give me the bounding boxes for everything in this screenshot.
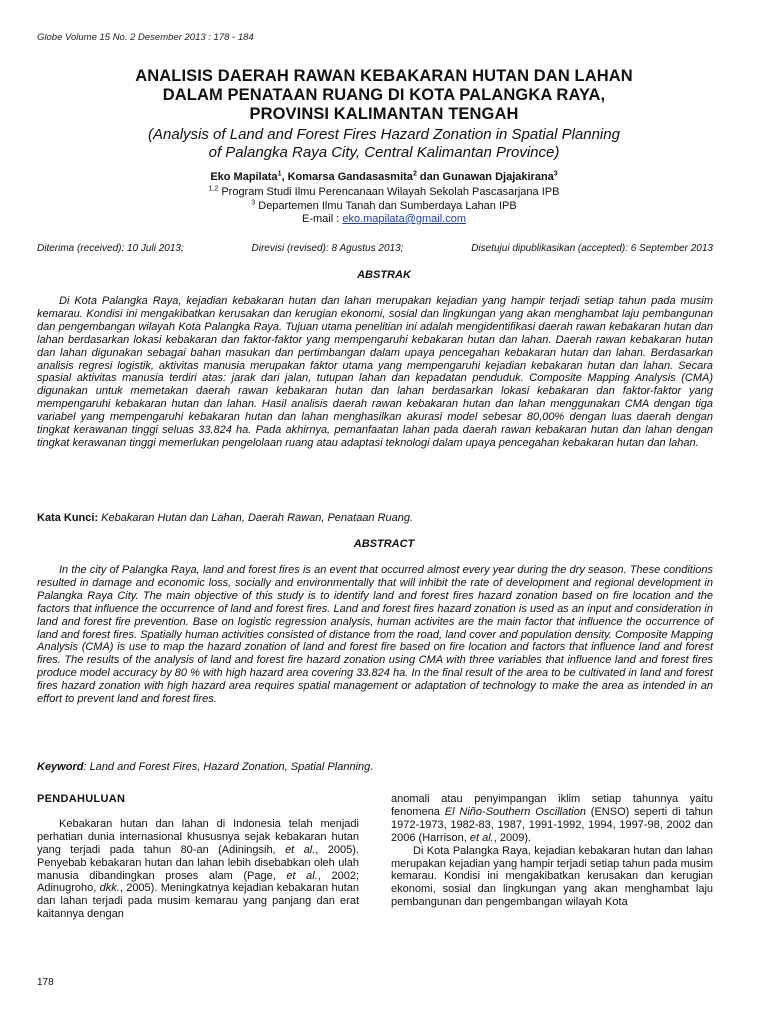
text-run-italic: et al. (469, 831, 494, 844)
subtitle-line-1: (Analysis of Land and Forest Fires Hazard Zonation in Spatial Planning (148, 126, 620, 143)
text-run: , 2005). Meningkatnya kejadian kebakaran hutan dan lahan terjadi pada musim kemarau yang panjang dan erat kaitannya dengan (37, 882, 359, 921)
author-list (60, 170, 708, 184)
keyword-line (37, 761, 713, 774)
journal-header: Globe Volume 15 No. 2 Desember 2013 : 178 - 184 (37, 32, 254, 43)
email-line (60, 213, 708, 227)
date-accepted: Disetujui dipublikasikan (accepted): 6 September 2013 (471, 243, 713, 254)
title-line-1: ANALISIS DAERAH RAWAN KEBAKARAN HUTAN DAN LAHAN (135, 67, 633, 85)
keyword-text: : Land and Forest Fires, Hazard Zonation, Spatial Planning. (83, 761, 374, 773)
author-3-sup: 3 (553, 170, 558, 178)
intro-left-paragraph (37, 818, 359, 921)
email-link[interactable]: eko.mapilata@gmail.com (342, 213, 466, 225)
abstrak-heading: ABSTRAK (357, 269, 411, 281)
abstract-heading: ABSTRACT (353, 538, 415, 550)
intro-heading: PENDAHULUAN (37, 793, 126, 805)
text-run-italic: dkk. (99, 882, 120, 895)
intro-right-paragraph-1 (391, 793, 713, 845)
date-revised: Direvisi (revised): 8 Agustus 2013; (251, 243, 404, 254)
kata-kunci (37, 512, 713, 525)
paper-subtitle (60, 126, 708, 162)
intro-right-paragraph-2: Di Kota Palangka Raya, kejadian kebakaran hutan dan lahan merupakan kejadian yang hampir terjadi setiap tahun pada musim kemarau. Kondisi ini mengakibatkan kerusakan dan kerugian ekonomi, sosial dan lingkungan yang akan menghambat laju pembangunan dan pengembangan wilayah Kota (391, 844, 713, 909)
paper-title (60, 67, 708, 124)
text-run-italic: El Niño-Southern Oscillation (444, 805, 586, 818)
text-run: , 2005). Penyebab kebakaran hutan dan lahan lebih disebabkan oleh ulah manusia dibandingkan proses alam (Page, (37, 843, 359, 882)
author-separator: dan (416, 171, 443, 183)
affiliation-1-text: Program Studi Ilmu Perencanaan Wilayah Sekolah Pascasarjana IPB (218, 186, 560, 198)
affiliation-2-text: Departemen Ilmu Tanah dan Sumberdaya Lahan IPB (255, 199, 517, 212)
author-1-sup: 1 (277, 170, 282, 178)
author-2: Komarsa Gandasasmita (287, 171, 413, 183)
affiliation-2-sup: 3 (251, 198, 256, 206)
affiliations (60, 186, 708, 227)
title-line-2: DALAM PENATAAN RUANG DI KOTA PALANGKA RAYA, (162, 86, 606, 104)
affiliation-1-sup: 1,2 (208, 185, 219, 193)
email-label: E-mail : (301, 213, 343, 225)
page-number: 178 (37, 977, 54, 988)
affiliation-2 (60, 200, 708, 214)
text-run: anomali atau penyimpangan iklim setiap tahunnya yaitu fenomena (391, 793, 713, 818)
text-run: , 2009). (493, 831, 532, 844)
text-run-italic: et al. (286, 869, 318, 882)
author-2-sup: 2 (412, 170, 417, 178)
abstract-text: In the city of Palangka Raya, land and forest fires is an event that occurred almost every year during the dry season. These conditions resulted in damage and economic loss, socially and environmentally that will inhibit the rate of development and regional development in Palangka Raya City. The main objective of this study is to identify land and forest fires hazard zonation based on fire location and the factors that influence the occurrence of land and forest fires. Land and forest fires hazard zonation is used as an input and consideration in land and forest fire prevention. Base on logistic regression analysis, human activites are the main factor that influence the occurrence of land and forest fires. Spatially human activities consisted of distance from the road, land cover and population density. Composite Mapping Analysis (CMA) is use to map the hazard zonation of land and forest fire based on fire location and factors that influence land and forest fires. The results of the analysis of land and forest fire hazard zonation using CMA with three variables that influence land and forest fires produce model accuracy by 80 % with high hazard area covering 33.824 ha. In the final result of the area to be cultivated in land and forest fires hazard zonation with high hazard area requires spatial management or adaptation of technology to make the area as intended in an effort to prevent land and forest fires. (37, 564, 713, 706)
publication-dates (37, 243, 713, 254)
affiliation-1 (60, 186, 708, 200)
kata-kunci-text: Kebakaran Hutan dan Lahan, Daerah Rawan, Penataan Ruang. (98, 512, 414, 524)
text-run: , 2002; Adinugroho, (37, 869, 359, 895)
author-3: Gunawan Djajakirana (442, 171, 554, 183)
text-run: (ENSO) seperti di tahun 1972-1973, 1982-83, 1987, 1991-1992, 1994, 1997-98, 2002 dan 2006 (Harrison, (391, 805, 713, 844)
subtitle-line-2: of Palangka Raya City, Central Kalimantan Province) (208, 144, 560, 161)
intro-left-column (37, 793, 359, 921)
text-run: Kebakaran hutan dan lahan di Indonesia telah menjadi perhatian dunia internasional khususnya sejak kebakaran hutan yang terjadi pada tahun 80-an (Adiningsih, (37, 817, 359, 856)
intro-right-column (391, 793, 713, 909)
author-1: Eko Mapilata (210, 171, 278, 183)
kata-kunci-label: Kata Kunci: (37, 512, 99, 524)
keyword-label: Keyword (37, 761, 84, 773)
date-received: Diterima (received): 10 Juli 2013; (37, 243, 184, 254)
text-run-italic: et al. (285, 843, 316, 856)
abstrak-text: Di Kota Palangka Raya, kejadian kebakaran hutan dan lahan merupakan kejadian yang hampir terjadi setiap tahun pada musim kemarau. Kondisi ini mengakibatkan kerusakan dan kerugian ekonomi, sosial dan lingkungan yang akan menghambat laju pembangunan dan pengembangan wilayah Kota Palangka Raya. Tujuan utama penelitian ini adalah mengidentifikasi daerah rawan kebakaran hutan dan lahan berdasarkan lokasi kebakaran dan faktor-faktor yang mempengaruhi kebakaran hutan dan lahan. Daerah rawan kebakaran hutan dan lahan digunakan sebagai bahan masukan dan pertimbangan dalam upaya pencegahan kebakaran hutan dan lahan. Berdasarkan analisis regresi logistik, aktivitas manusia merupakan faktor utama yang mempengaruhi kejadian kebakaran hutan dan lahan. Secara spasial aktivitas manusia terdiri atas: jarak dari jalan, tutupan lahan dan kepadatan penduduk. Composite Mapping Analysis (CMA) digunakan untuk memetakan daerah rawan kebakaran hutan dan lahan berdasarkan lokasi kebakaran dan faktor-faktor yang mempengaruhi kebakaran hutan dan lahan. Hasil analisis daerah rawan kebakaran hutan dan lahan menggunakan CMA dengan tiga variabel yang mempengaruhi kebakaran hutan dan lahan menghasilkan akurasi model sebesar 80,00% dengan luas daerah dengan tingkat kerawanan tinggi seluas 33.824 ha. Pada akhirnya, pemanfaatan lahan pada daerah rawan kebakaran hutan dan lahan dengan tingkat kerawanan tinggi memerlukan pengelolaan ruang atau adaptasi teknologi dalam upaya pencegahan kebakaran hutan dan lahan. (37, 295, 713, 449)
title-line-3: PROVINSI KALIMANTAN TENGAH (249, 105, 519, 123)
author-separator: , (281, 171, 288, 183)
